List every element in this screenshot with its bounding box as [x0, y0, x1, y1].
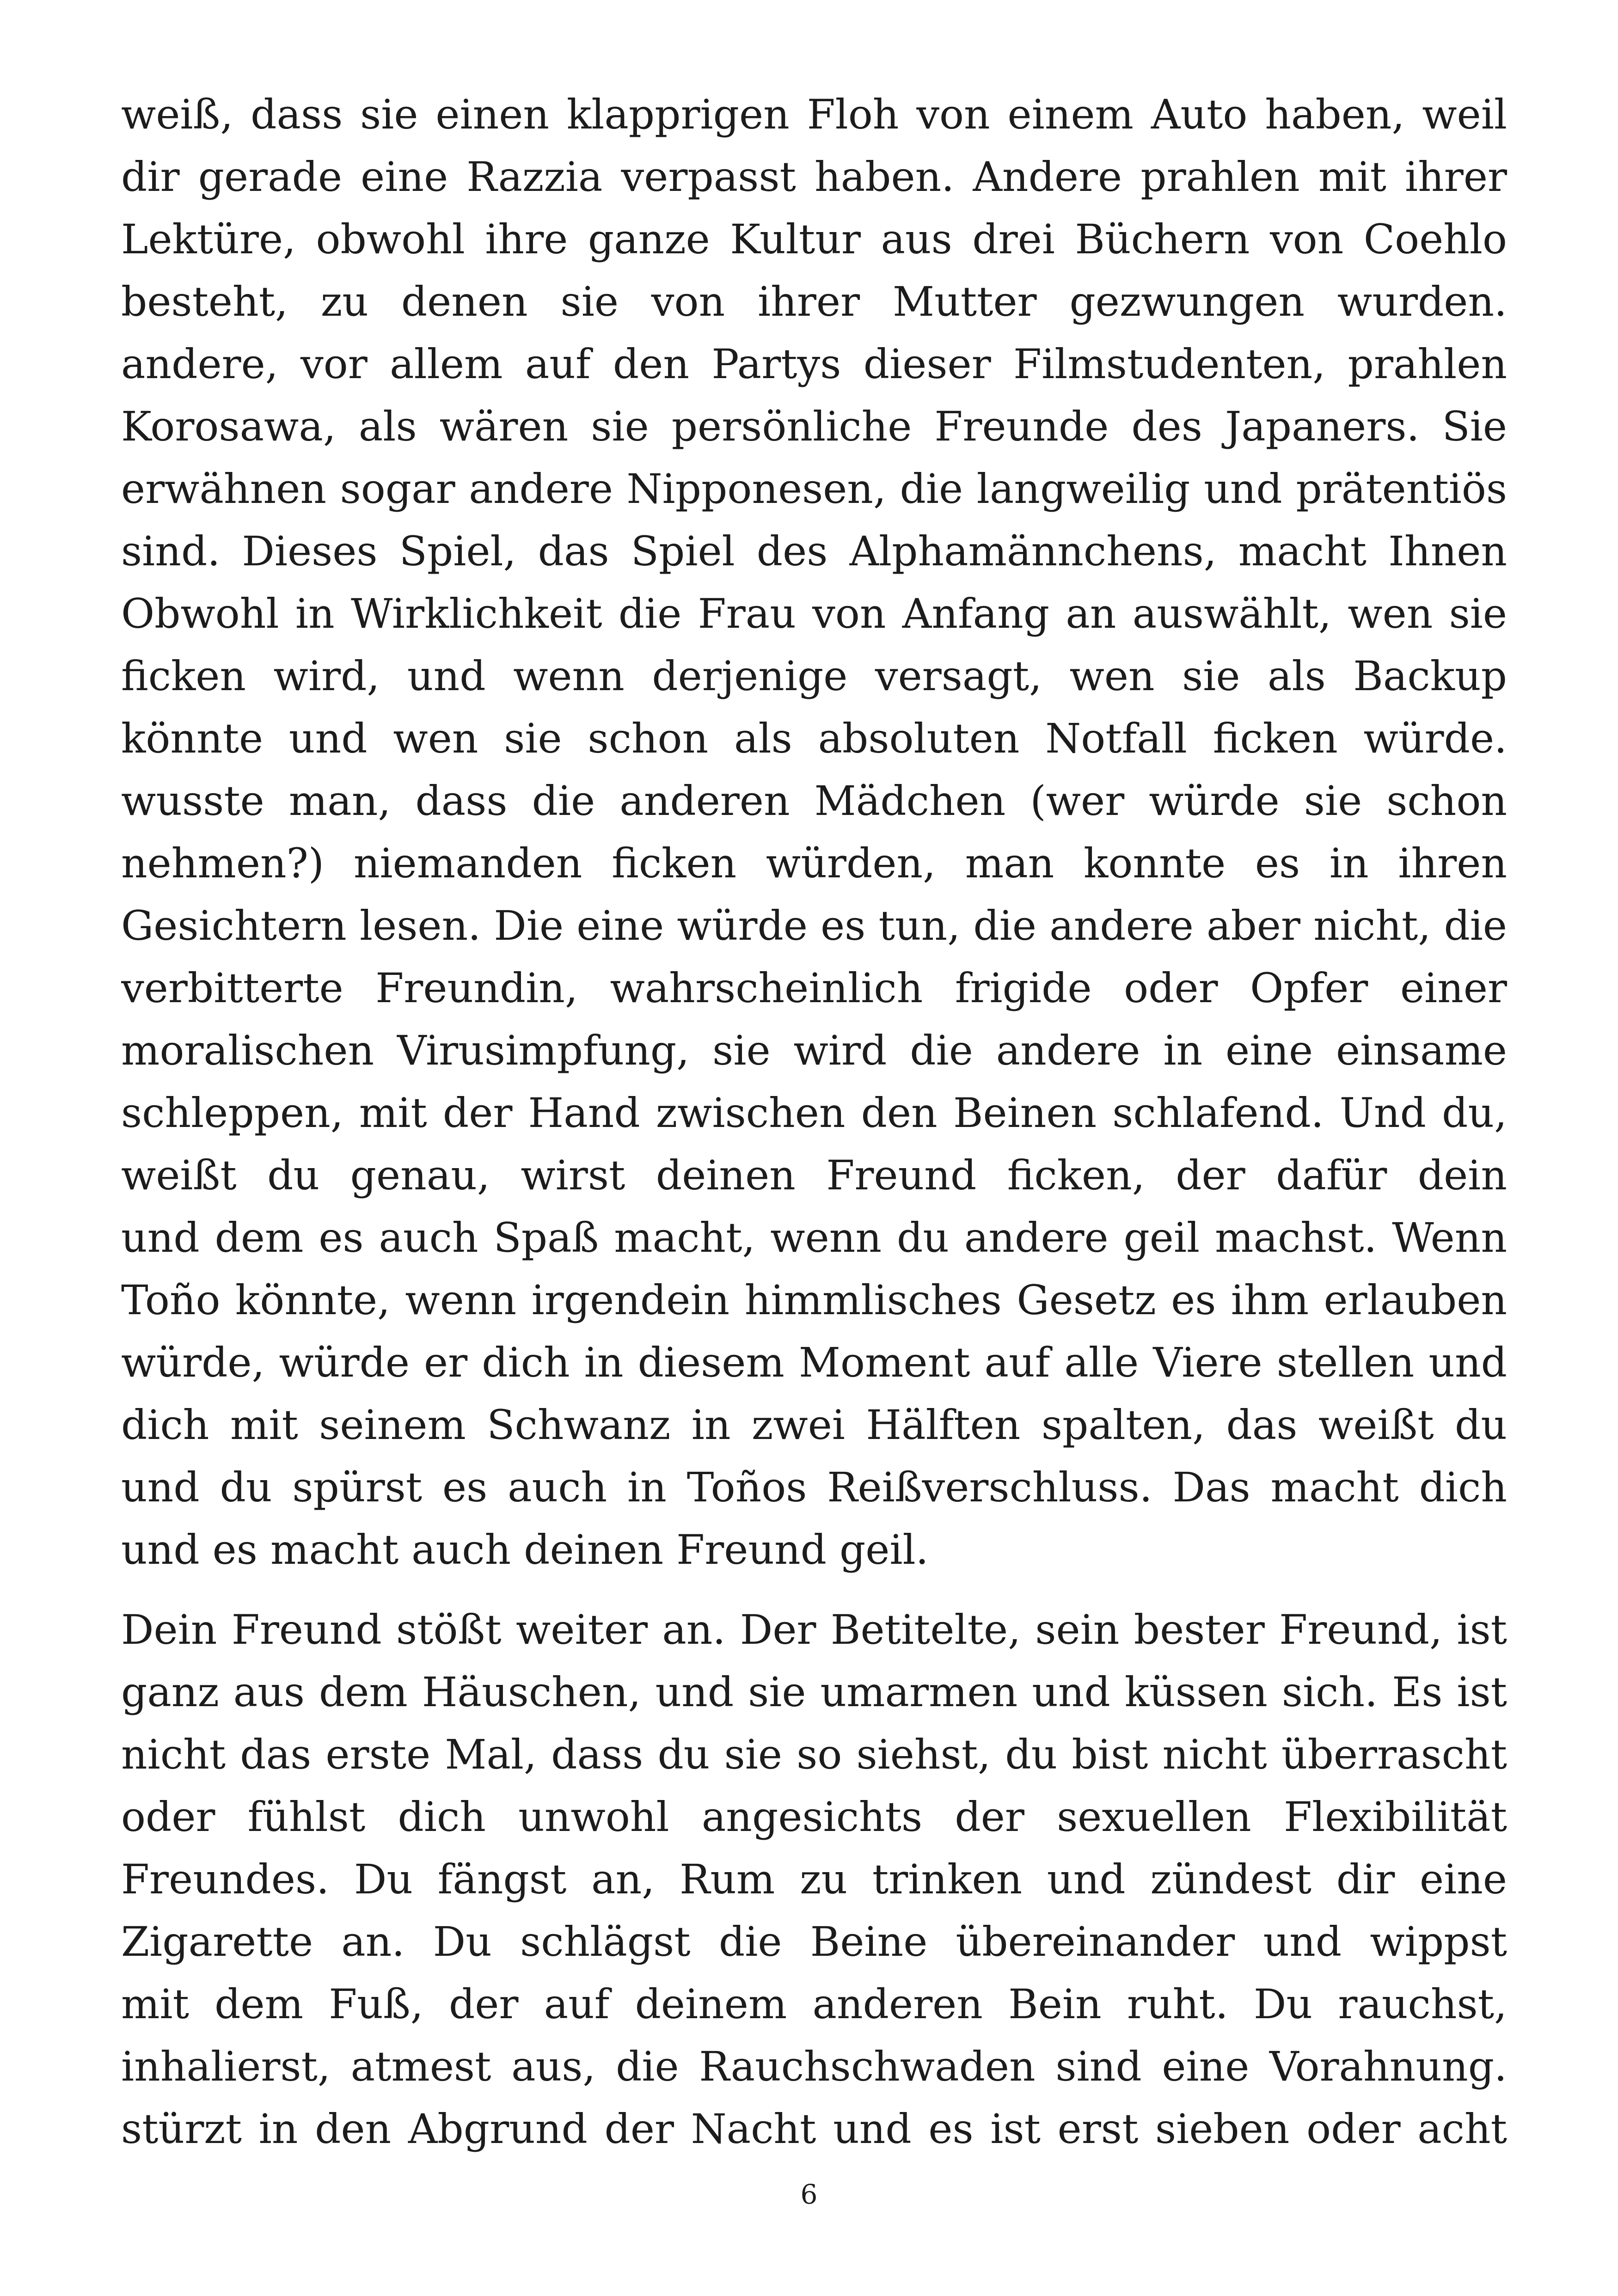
text-line: erwähnen sogar andere Nipponesen, die langweilig und prätentiös: [121, 465, 1507, 513]
text-line: Lektüre, obwohl ihre ganze Kultur aus drei Büchern von Coehlo: [121, 215, 1507, 263]
text-line: nicht das erste Mal, dass du sie so siehst, du bist nicht überrascht: [121, 1731, 1507, 1778]
text-line: sind. Dieses Spiel, das Spiel des Alphamännchens, macht Ihnen: [121, 527, 1507, 575]
text-line: Korosawa, als wären sie persönliche Freunde des Japaners. Sie: [121, 403, 1507, 450]
text-line: Obwohl in Wirklichkeit die Frau von Anfang an auswählt, wen sie: [121, 590, 1507, 637]
page-number: 6: [800, 2179, 818, 2210]
text-line: inhalierst, atmest aus, die Rauchschwaden sind eine Vorahnung.: [121, 2043, 1507, 2090]
text-line: würde, würde er dich in diesem Moment auf alle Viere stellen und: [121, 1339, 1507, 1386]
text-line: dich mit seinem Schwanz in zwei Hälften spalten, das weißt du: [121, 1401, 1507, 1449]
text-line: Dein Freund stößt weiter an. Der Betitelte, sein bester Freund, ist: [121, 1606, 1507, 1653]
text-line: und du spürst es auch in Toños Reißverschluss. Das macht dich: [121, 1463, 1507, 1511]
text-line: und dem es auch Spaß macht, wenn du andere geil machst. Wenn: [121, 1214, 1507, 1261]
text-line: verbitterte Freundin, wahrscheinlich frigide oder Opfer einer: [121, 964, 1507, 1012]
text-line: weiß, dass sie einen klapprigen Floh von einem Auto haben, weil: [121, 91, 1507, 138]
text-line: weißt du genau, wirst deinen Freund ficken, der dafür dein: [121, 1151, 1507, 1199]
text-line: wusste man, dass die anderen Mädchen (wer würde sie schon: [121, 777, 1507, 825]
paragraph-2: [121, 1598, 1507, 2160]
text-line: besteht, zu denen sie von ihrer Mutter gezwungen wurden.: [121, 278, 1507, 325]
text-line: Toño könnte, wenn irgendein himmlisches Gesetz es ihm erlauben: [121, 1276, 1507, 1324]
text-line: Freundes. Du fängst an, Rum zu trinken und zündest dir eine: [121, 1855, 1507, 1903]
paragraph-1: [121, 83, 1507, 1581]
text-line: und es macht auch deinen Freund geil.: [121, 1526, 929, 1574]
text-line: mit dem Fuß, der auf deinem anderen Bein ruht. Du rauchst,: [121, 1980, 1507, 2028]
text-line: stürzt in den Abgrund der Nacht und es ist erst sieben oder acht: [121, 2105, 1507, 2153]
text-line: andere, vor allem auf den Partys dieser Filmstudenten, prahlen: [121, 340, 1507, 388]
text-line: ficken wird, und wenn derjenige versagt, wen sie als Backup: [121, 652, 1507, 700]
text-line: schleppen, mit der Hand zwischen den Beinen schlafend. Und du,: [121, 1089, 1507, 1137]
text-line: Gesichtern lesen. Die eine würde es tun, die andere aber nicht, die: [121, 902, 1507, 949]
text-line: moralischen Virusimpfung, sie wird die andere in eine einsame: [121, 1027, 1507, 1074]
text-line: dir gerade eine Razzia verpasst haben. Andere prahlen mit ihrer: [121, 153, 1507, 201]
text-line: nehmen?) niemanden ficken würden, man konnte es in ihren: [121, 839, 1507, 887]
text-line: könnte und wen sie schon als absoluten Notfall ficken würde.: [121, 715, 1507, 762]
text-line: ganz aus dem Häuschen, und sie umarmen und küssen sich. Es ist: [121, 1668, 1507, 1716]
text-line: oder fühlst dich unwohl angesichts der sexuellen Flexibilität: [121, 1793, 1507, 1841]
text-line: Zigarette an. Du schlägst die Beine übereinander und wippst: [121, 1918, 1507, 1965]
